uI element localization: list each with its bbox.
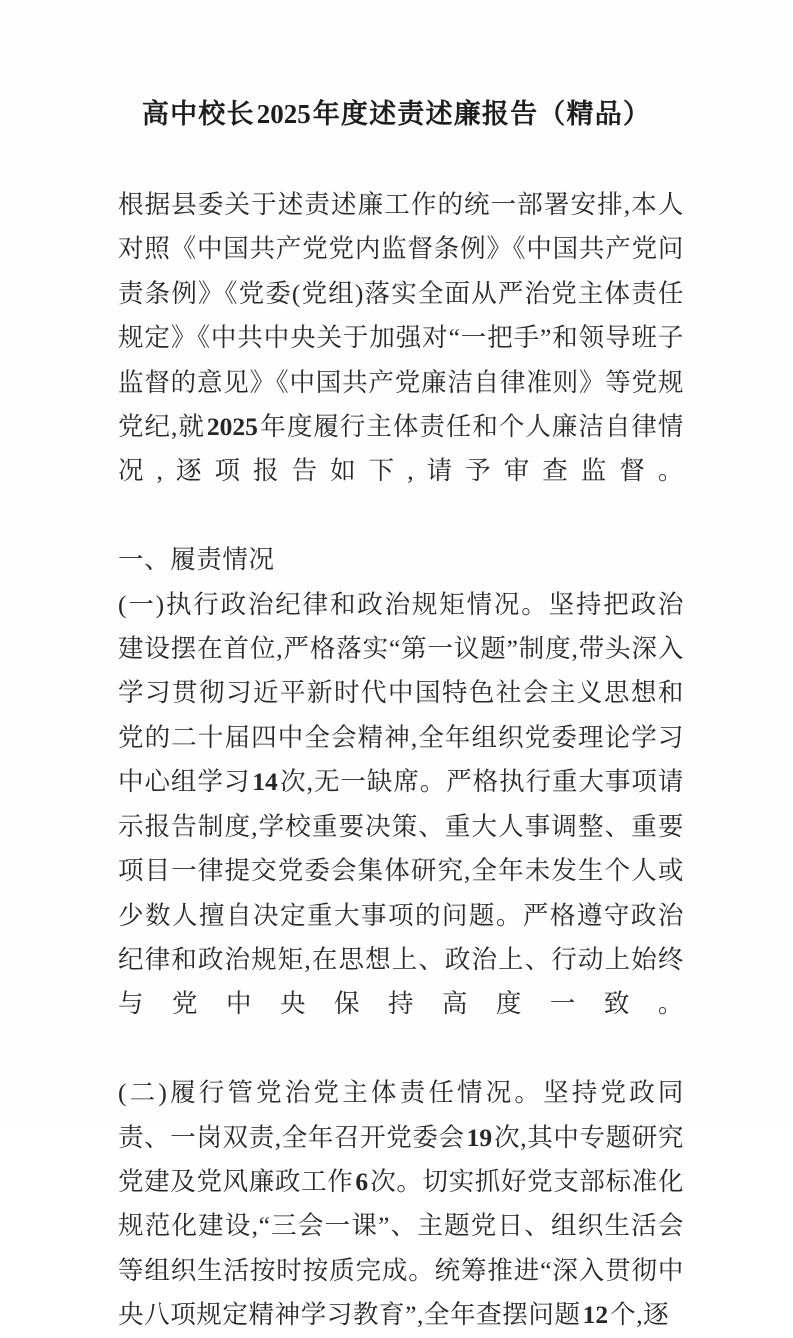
paragraph-intro: 根据县委关于述责述廉工作的统一部署安排,本人对照《中国共产党党内监督条例》《中国共产党问责条例》《党委(党组)落实全面从严治党主体责任规定》《中共中央关于加强对“一把手”和领导班子监督的意见》《中国共产党廉洁自律准则》等党规党纪,就2025年度履行主体责任和个人廉洁自律情况,逐项报告如下,请予审查监督。 (118, 190, 684, 486)
document-body (118, 183, 684, 1338)
paragraph-item-2: (二)履行管党治党主体责任情况。坚持党政同责、一岗双责,全年召开党委会19次,其中专题研究党建及党风廉政工作6次。切实抓好党支部标准化规范化建设,“三会一课”、主题党日、组织生活会等组织生活按时按质完成。统筹推进“深入贯彻中央八项规定精神学习教育”,全年查摆问题12个,逐 (118, 1078, 684, 1330)
section-heading-1: 一、履责情况 (118, 545, 275, 575)
paragraph-item-1: (一)执行政治纪律和政治规矩情况。坚持把政治建设摆在首位,严格落实“第一议题”制度,带头深入学习贯彻习近平新时代中国特色社会主义思想和党的二十届四中全会精神,全年组织党委理论学习中心组学习14次,无一缺席。严格执行重大事项请示报告制度,学校重要决策、重大人事调整、重要项目一律提交党委会集体研究,全年未发生个人或少数人擅自决定重大事项的问题。严格遵守政治纪律和政治规矩,在思想上、政治上、行动上始终与党中央保持高度一致。 (118, 589, 684, 1019)
page-title: 高中校长2025年度述责述廉报告（精品） (141, 99, 652, 129)
